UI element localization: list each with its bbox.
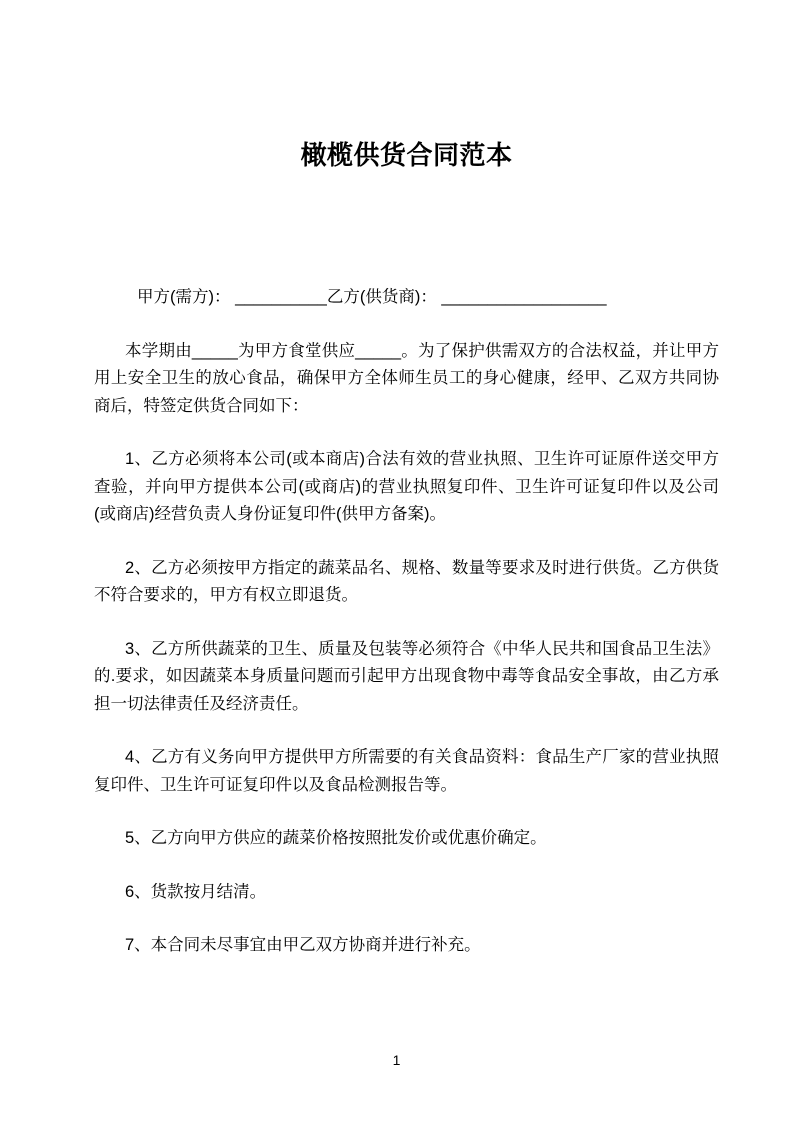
paragraph-4: 3、乙方所供蔬菜的卫生、质量及包装等必须符合《中华人民共和国食品卫生法》的.要求，如因蔬菜本身质量问题而引起甲方出现食物中毒等食品安全事故，由乙方承担一切法律责任及经济责任。 — [94, 639, 719, 713]
paragraph-3: 2、乙方必须按甲方指定的蔬菜品名、规格、数量等要求及时进行供货。乙方供货不符合要求的，甲方有权立即退货。 — [94, 558, 719, 604]
paragraph-8: 7、本合同未尽事宜由甲乙双方协商并进行补充。 — [125, 936, 481, 954]
paragraph-6: 5、乙方向甲方供应的蔬菜价格按照批发价或优惠价确定。 — [125, 829, 547, 847]
page-number: 1 — [392, 1052, 401, 1068]
party-fill-in-line: 甲方(需方)： __________乙方(供货商)： __________________ — [137, 288, 607, 306]
paragraph-7: 6、货款按月结清。 — [125, 882, 267, 901]
paragraph-2: 1、乙方必须将本公司(或本商店)合法有效的营业执照、卫生许可证原件送交甲方查验，并向甲方提供本公司(或商店)的营业执照复印件、卫生许可证复印件以及公司(或商店)经营负责人身份证复印件(供甲方备案)。 — [94, 450, 719, 523]
paragraph-5: 4、乙方有义务向甲方提供甲方所需要的有关食品资料：食品生产厂家的营业执照复印件、卫生许可证复印件以及食品检测报告等。 — [94, 748, 719, 794]
document-title: 橄榄供货合同范本 — [300, 140, 513, 170]
document-body — [94, 338, 719, 960]
paragraph-1: 本学期由_____为甲方食堂供应_____。为了保护供需双方的合法权益，并让甲方用上安全卫生的放心食品，确保甲方全体师生员工的身心健康，经甲、乙双方共同协商后，特签定供货合同如下： — [94, 341, 719, 415]
